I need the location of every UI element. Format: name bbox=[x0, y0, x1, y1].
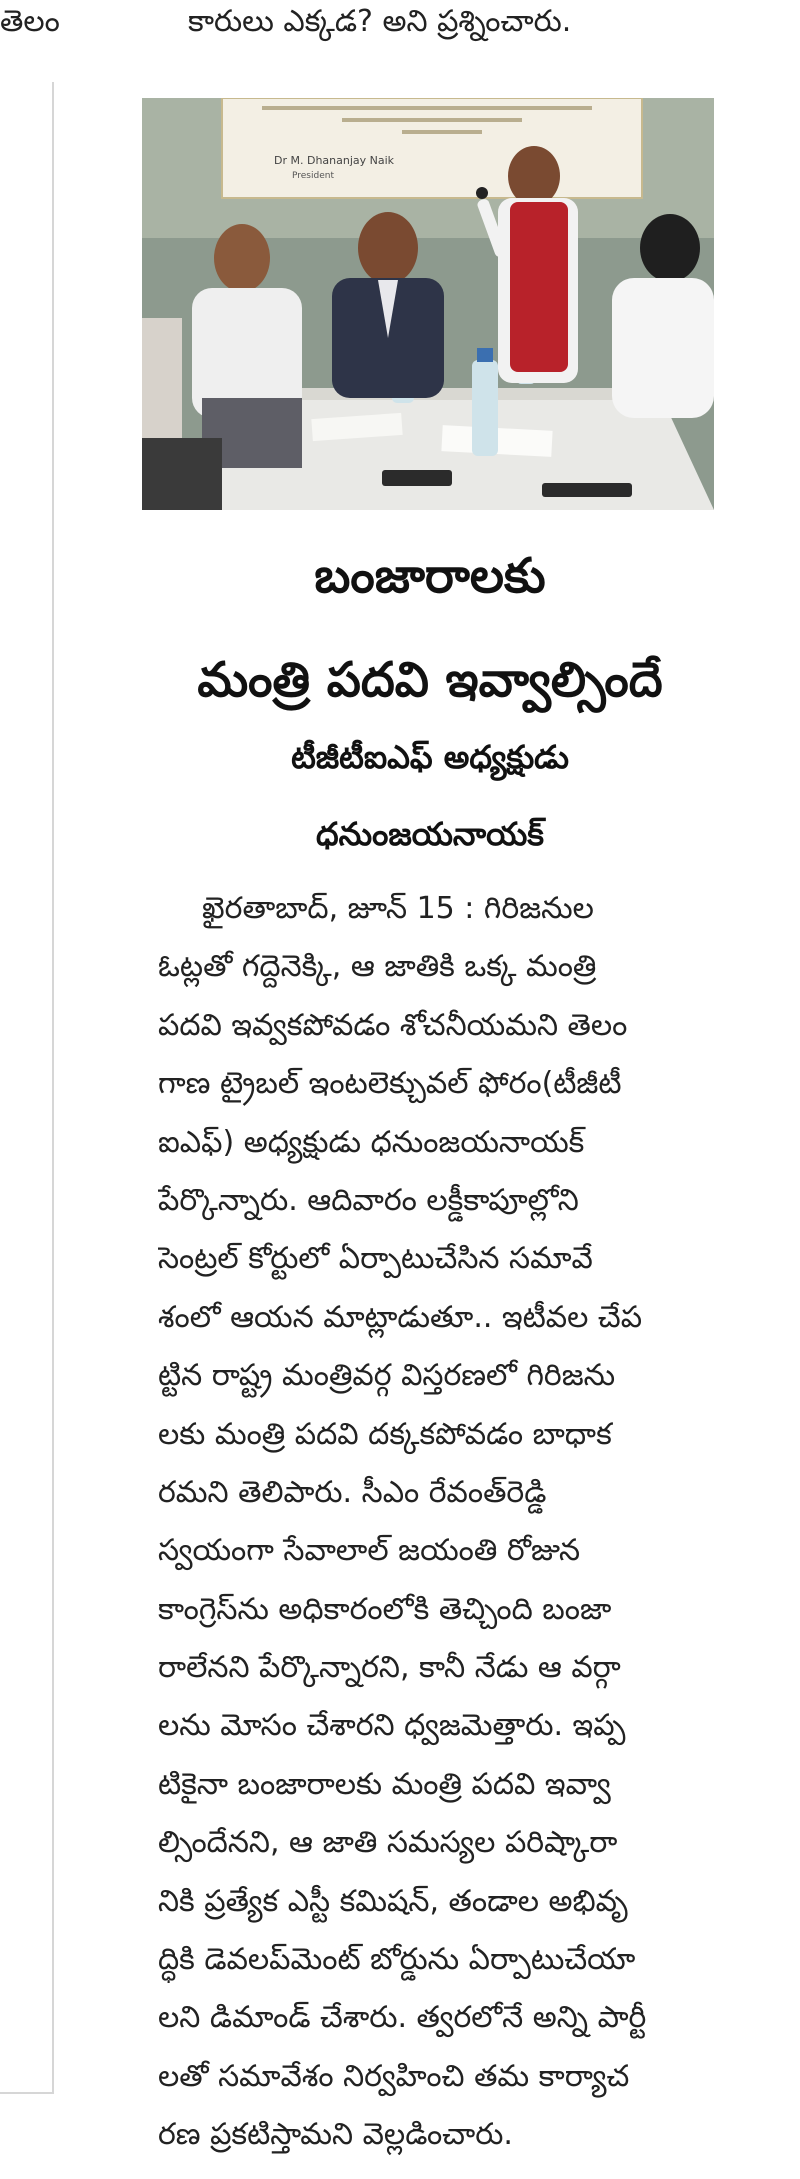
news-photo bbox=[142, 98, 714, 510]
top-strip bbox=[0, 0, 800, 60]
body-line: ద్ధికి డెవలప్‌మెంట్ బోర్డును ఏర్పాటుచేయా bbox=[158, 1942, 636, 1978]
adjacent-column-border bbox=[0, 82, 54, 2094]
subheading-line-1: టీజీటీఐఎఫ్ అధ్యక్షుడు bbox=[291, 738, 569, 776]
body-line: ఐఎఫ్) అధ్యక్షుడు ధనుంజయనాయక్ bbox=[158, 1124, 585, 1160]
body-line: లని డిమాండ్ చేశారు. త్వరలోనే అన్ని పార్టీ bbox=[158, 2000, 647, 2036]
body-line: సెంట్రల్ కోర్టులో ఏర్పాటుచేసిన సమావే bbox=[158, 1241, 593, 1277]
body-line: టికైనా బంజారాలకు మంత్రి పదవి ఇవ్వా bbox=[158, 1766, 611, 1802]
body-line: లను మోసం చేశారని ధ్వజమెత్తారు. ఇప్ప bbox=[158, 1708, 626, 1744]
previous-column-fragment: తెలం bbox=[0, 4, 60, 39]
subheading-line-2: ధనుంజయనాయక్ bbox=[315, 815, 544, 853]
banner-title: President bbox=[292, 171, 334, 181]
headline-line-1: బంజారాలకు bbox=[314, 548, 546, 604]
body-line: గాణ ట్రైబల్ ఇంటలెక్చువల్ ఫోరం(టీజీటీ bbox=[158, 1066, 622, 1102]
body-line: ల్సిందేనని, ఆ జాతి సమస్యల పరిష్కారా bbox=[158, 1825, 618, 1861]
body-line: రణ ప్రకటిస్తామని వెల్లడించారు. bbox=[158, 2117, 513, 2153]
banner-name: Dr M. Dhananjay Naik bbox=[274, 154, 395, 167]
body-line: శంలో ఆయన మాట్లాడుతూ.. ఇటీవల చేప bbox=[158, 1299, 643, 1335]
body-line: కాంగ్రెస్‌ను అధికారంలోకి తెచ్చింది బంజా bbox=[158, 1591, 612, 1627]
headline-line-2: మంత్రి పదవి ఇవ్వాల్సిందే bbox=[197, 652, 663, 708]
body-line: లతో సమావేశం నిర్వహించి తమ కార్యాచ bbox=[158, 2058, 630, 2094]
body-line: ఖైరతాబాద్, జూన్ 15 : గిరిజనుల bbox=[202, 891, 594, 926]
body-line: రమని తెలిపారు. సీఎం రేవంత్‌రెడ్డి bbox=[158, 1474, 547, 1510]
body-line: రాలేనని పేర్కొన్నారని, కానీ నేడు ఆ వర్గా bbox=[158, 1650, 621, 1686]
body-line: స్వయంగా సేవాలాల్ జయంతి రోజున bbox=[158, 1533, 581, 1569]
body-line: నికి ప్రత్యేక ఎస్టీ కమిషన్, తండాల అభివృ bbox=[158, 1883, 628, 1919]
body-line: పేర్కొన్నారు. ఆదివారం లక్డీకాపూల్లోని bbox=[158, 1182, 579, 1218]
body-line: ట్టిన రాష్ట్ర మంత్రివర్గ విస్తరణలో గిరిజను bbox=[158, 1358, 616, 1394]
body-line: పదవి ఇవ్వకపోవడం శోచనీయమని తెలం bbox=[158, 1007, 628, 1043]
body-line: ఓట్లతో గద్దెనెక్కి, ఆ జాతికి ఒక్క మంత్రి bbox=[158, 949, 597, 985]
body-line: లకు మంత్రి పదవి దక్కకపోవడం బాధాక bbox=[158, 1416, 612, 1452]
previous-article-last-line: కారులు ఎక్కడ? అని ప్రశ్నించారు. bbox=[188, 4, 572, 39]
article-body bbox=[158, 880, 728, 2165]
